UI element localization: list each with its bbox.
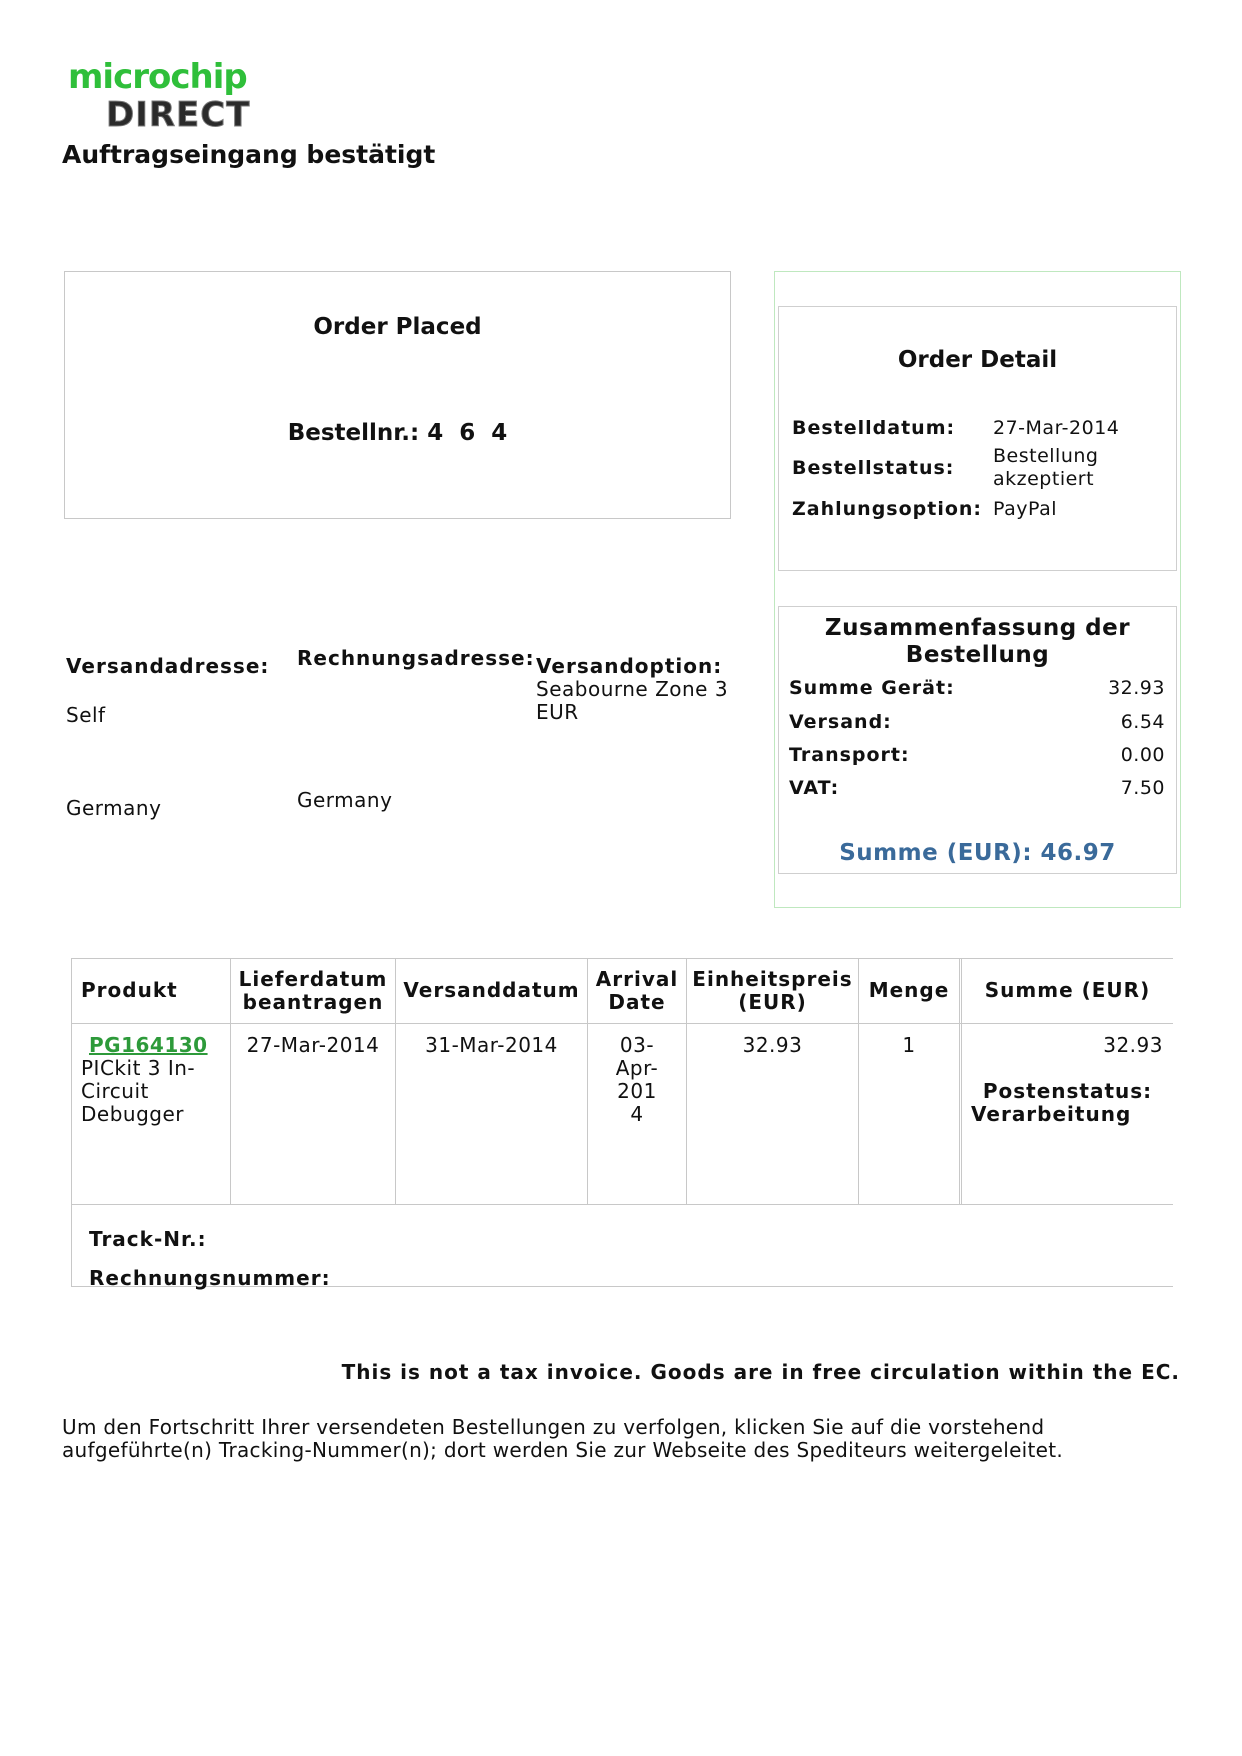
- shipping-option-value: Seabourne Zone 3 EUR: [536, 677, 729, 724]
- order-date-value: 27-Mar-2014: [993, 417, 1120, 439]
- col-header-unit-price: Einheitspreis (EUR): [692, 967, 853, 1014]
- shipping-address-country: Germany: [66, 796, 162, 820]
- table-row-product-code[interactable]: [89, 1034, 208, 1057]
- order-detail-title: Order Detail: [897, 347, 1058, 373]
- order-placed-box: [64, 271, 731, 519]
- table-row-unit-price: 32.93: [742, 1033, 803, 1057]
- table-row-quantity: 1: [902, 1033, 916, 1057]
- order-summary-box: [778, 606, 1177, 874]
- item-status-value: Verarbeitung: [971, 1102, 1132, 1126]
- tracking-number-label: Track-Nr.:: [89, 1227, 207, 1251]
- summary-device-label: Summe Gerät:: [789, 677, 955, 699]
- col-header-product: Produkt: [81, 978, 178, 1002]
- order-number-label: Bestellnr.:: [287, 420, 420, 446]
- order-detail-box: [778, 306, 1177, 571]
- summary-shipping-label: Versand:: [789, 711, 892, 733]
- payment-option-value: PayPal: [993, 498, 1058, 520]
- item-status-label: Postenstatus:: [982, 1079, 1153, 1103]
- order-number-value: 4 6 4: [427, 420, 508, 446]
- order-items-table: [71, 958, 1173, 1288]
- page-title: Auftragseingang bestätigt: [62, 140, 436, 169]
- shipping-address-label: Versandadresse:: [66, 654, 270, 678]
- table-row-arrival-date: 03-Apr-2014: [615, 1033, 659, 1126]
- billing-address-country: Germany: [297, 788, 393, 812]
- order-status-value: Bestellung akzeptiert: [993, 445, 1099, 490]
- col-header-quantity: Menge: [868, 978, 950, 1002]
- billing-address-label: Rechnungsadresse:: [297, 646, 535, 670]
- table-row-total: 32.93: [1103, 1033, 1163, 1057]
- order-info-panel: [774, 271, 1181, 908]
- order-summary-title: Zusammenfassung der Bestellung: [824, 615, 1131, 668]
- product-link[interactable]: PG164130: [89, 1033, 208, 1057]
- invoice-number-label: Rechnungsnummer:: [89, 1266, 331, 1290]
- summary-total: Summe (EUR): 46.97: [839, 840, 1116, 866]
- table-row-requested-date: 27-Mar-2014: [246, 1033, 380, 1057]
- payment-option-label: Zahlungsoption:: [792, 498, 983, 520]
- shipping-option-label: Versandoption:: [536, 654, 723, 678]
- order-number: [65, 420, 730, 446]
- summary-transport-value: 0.00: [1120, 744, 1165, 766]
- summary-vat-label: VAT:: [789, 777, 840, 799]
- col-header-total: Summe (EUR): [984, 978, 1151, 1002]
- col-header-requested-date: Lieferdatum beantragen: [238, 967, 388, 1014]
- table-row-product-desc: PICkit 3 In-Circuit Debugger: [81, 1056, 196, 1126]
- tracking-note: Um den Fortschritt Ihrer versendeten Bestellungen zu verfolgen, klicken Sie auf die vorstehend aufgeführte(n) Tracking-Nummer(n); dort werden Sie zur Webseite des Spediteurs weitergeleitet.: [62, 1415, 1064, 1462]
- order-status-label: Bestellstatus:: [792, 457, 955, 479]
- order-placed-title: Order Placed: [313, 314, 482, 340]
- logo-line2: DIRECT: [106, 95, 251, 132]
- order-date-label: Bestelldatum:: [792, 417, 956, 439]
- col-header-ship-date: Versanddatum: [403, 978, 580, 1002]
- summary-vat-value: 7.50: [1120, 777, 1165, 799]
- summary-transport-label: Transport:: [789, 744, 910, 766]
- col-header-arrival-date: Arrival Date: [595, 967, 679, 1014]
- summary-shipping-value: 6.54: [1120, 711, 1165, 733]
- table-row-ship-date: 31-Mar-2014: [425, 1033, 558, 1057]
- summary-device-value: 32.93: [1108, 677, 1165, 699]
- tax-note: This is not a tax invoice. Goods are in free circulation within the EC.: [341, 1360, 1180, 1384]
- shipping-address-name: Self: [66, 703, 106, 727]
- logo-line1: microchip: [68, 60, 247, 97]
- microchip-direct-logo: [66, 60, 306, 132]
